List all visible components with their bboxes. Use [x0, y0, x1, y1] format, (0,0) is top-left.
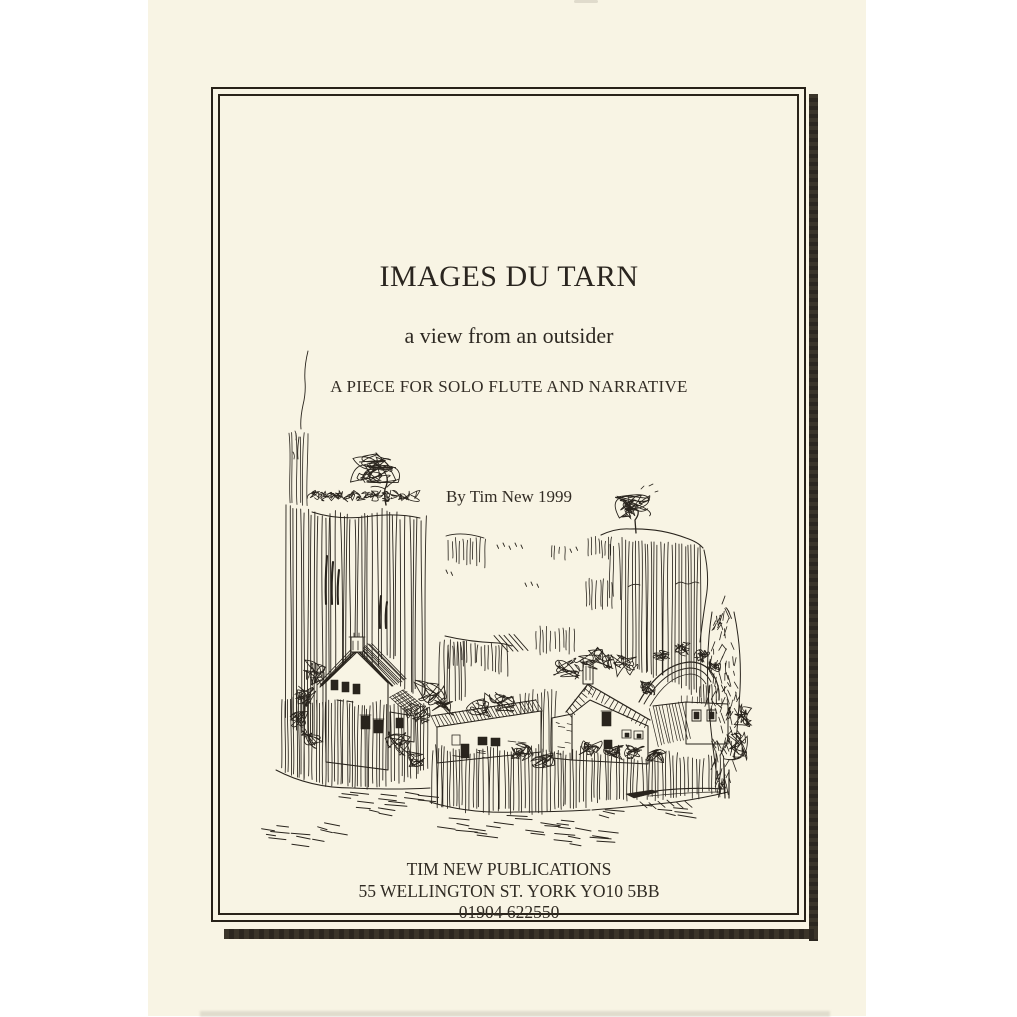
publisher-block: [212, 859, 806, 924]
subtitle: a view from an outsider: [404, 323, 614, 348]
page-title: IMAGES DU TARN: [379, 260, 639, 293]
frame-shadow-right: [809, 94, 818, 941]
scan-smudge: [574, 0, 598, 3]
publisher-phone: 01904 622550: [458, 902, 560, 922]
page-edge-shadow: [200, 1011, 830, 1017]
publisher-name: TIM NEW PUBLICATIONS: [406, 859, 612, 879]
piece-description: A PIECE FOR SOLO FLUTE AND NARRATIVE: [330, 377, 688, 396]
frame-shadow-bottom: [224, 929, 818, 939]
publisher-address: 55 WELLINGTON ST. YORK YO10 5BB: [358, 880, 660, 901]
byline: By Tim New 1999: [445, 487, 573, 506]
